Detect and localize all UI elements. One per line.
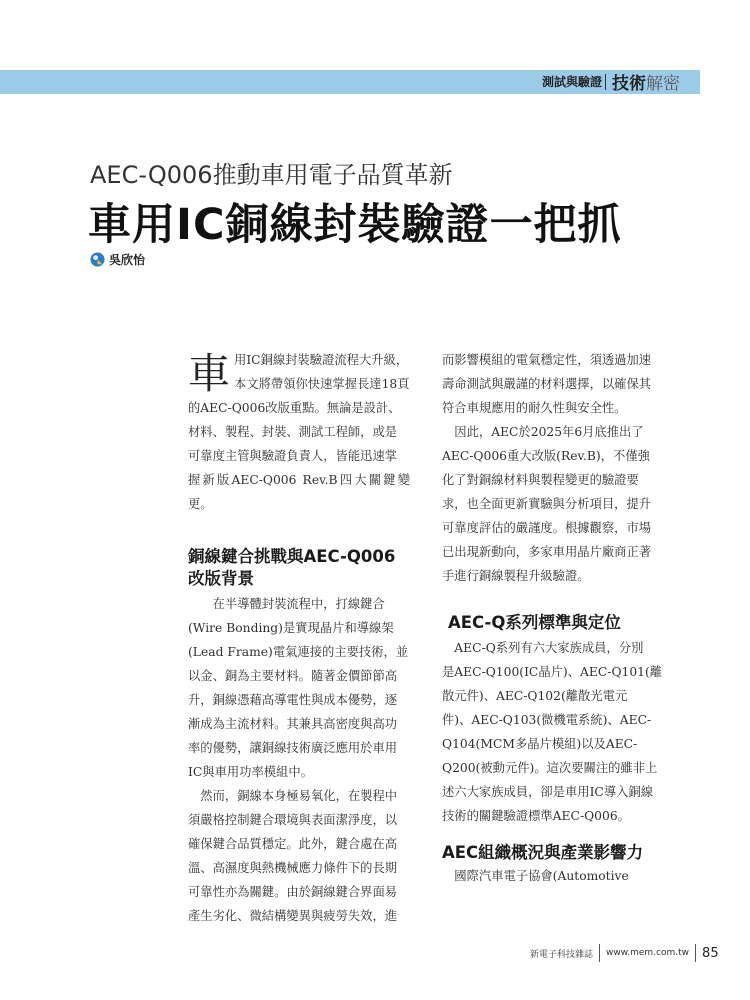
- paragraph: [188, 592, 410, 784]
- text-line: 溫、高濕度與熱機械應力條件下的長期: [188, 861, 398, 875]
- text-line: 是AEC-Q100(IC晶片)、AEC-Q101(離: [442, 665, 663, 679]
- text-line: Q200(被動元件)。這次要關注的雖非上: [442, 761, 658, 775]
- author-icon: [90, 252, 105, 267]
- text-line: 件)、AEC-Q103(微機電系統)、AEC-: [442, 713, 652, 727]
- text-line: 可靠性亦為關鍵。由於銅線鍵合界面易: [188, 885, 398, 899]
- page-footer: [530, 944, 719, 962]
- section-heading-line: 銅線鍵合挑戰與AEC-Q006: [188, 547, 396, 566]
- text-line: 握新版AEC-Q006 Rev.B四大關鍵變更。: [188, 473, 410, 511]
- text-line: 壽命測試與嚴謹的材料選擇，以確保其: [442, 377, 652, 391]
- section-heading: [188, 546, 410, 590]
- text-line: 率的優勢，讓銅線技術廣泛應用於車用: [188, 741, 398, 755]
- text-line: 求，也全面更新實驗與分析項目，提升: [442, 497, 652, 511]
- text-line: 產生劣化、微結構變異與疲勞失效，進: [188, 909, 398, 923]
- text-line: (Wire Bonding)是實現晶片和導線架: [188, 621, 394, 635]
- text-line: 化了對銅線材料與製程變更的驗證要: [442, 473, 639, 487]
- text-line: 升，銅線憑藉高導電性與成本優勢，逐: [188, 693, 398, 707]
- text-line: 用IC銅線封裝驗證流程大升級，: [234, 353, 409, 367]
- text-line: (Lead Frame)電氣連接的主要技術，並: [188, 645, 409, 659]
- paragraph: [188, 784, 410, 928]
- page-number: 85: [702, 945, 719, 961]
- text-line: 符合車規應用的耐久性與安全性。: [442, 401, 627, 415]
- text-line: 確保鍵合品質穩定。此外，鍵合處在高: [188, 837, 398, 851]
- text-line: 的AEC-Q006改版重點。無論是設計、: [188, 401, 401, 415]
- text-line: 因此，AEC於2025年6月底推出了: [454, 425, 644, 439]
- text-line: 然而，銅線本身極易氧化，在製程中: [200, 789, 398, 803]
- paragraph: [442, 348, 664, 420]
- text-line: 述六大家族成員，卻是車用IC導入銅線: [442, 785, 654, 799]
- section-heading: AEC組織概況與產業影響力: [442, 843, 644, 862]
- paragraph: [442, 636, 664, 828]
- paragraph: [442, 864, 664, 888]
- text-line: 須嚴格控制鍵合環境與表面潔淨度，以: [188, 813, 398, 827]
- text-line: 散元件)、AEC-Q102(離散光電元: [442, 689, 628, 703]
- section-heading: AEC-Q系列標準與定位: [448, 613, 621, 632]
- drop-cap: 車: [188, 349, 231, 398]
- text-line: 手進行銅線製程升級驗證。: [442, 569, 590, 583]
- article-subtitle: AEC-Q006推動車用電子品質革新: [90, 161, 453, 189]
- author-byline: [90, 250, 145, 268]
- category-label: 測試與驗證: [541, 75, 602, 89]
- section-label-bold: 技術: [612, 74, 646, 94]
- text-line: 在半導體封裝流程中，打線鍵合: [212, 597, 385, 611]
- text-line: 本文將帶領你快速掌握長達18頁: [234, 377, 410, 391]
- author-name: 吳欣怡: [109, 252, 146, 267]
- text-line: 以金、銅為主要材料。隨著金價節節高: [188, 669, 398, 683]
- text-line: AEC-Q006重大改版(Rev.B)，不僅強: [442, 449, 650, 463]
- column-right: [442, 348, 664, 888]
- section-heading-line: 改版背景: [188, 569, 254, 588]
- text-line: IC與車用功率模組中。: [188, 765, 313, 779]
- text-line: 可靠度主管與驗證負責人，皆能迅速掌: [188, 449, 398, 463]
- text-line: Q104(MCM多晶片模組)以及AEC-: [442, 737, 638, 751]
- intro-paragraph: [188, 348, 410, 516]
- section-label-light: 解密: [646, 74, 680, 94]
- header-divider: [605, 74, 606, 90]
- text-line: 而影響模組的電氣穩定性，須透過加速: [442, 353, 652, 367]
- text-line: 可靠度評估的嚴謹度。根據觀察，市場: [442, 521, 652, 535]
- column-left: [188, 348, 410, 928]
- text-line: AEC-Q系列有六大家族成員，分別: [454, 641, 644, 655]
- footer-divider: [599, 944, 600, 962]
- text-line: 國際汽車電子協會(Automotive: [454, 869, 629, 883]
- magazine-url[interactable]: www.mem.com.tw: [606, 948, 690, 958]
- paragraph: [442, 420, 664, 588]
- article-title: 車用IC銅線封裝驗證一把抓: [88, 200, 622, 250]
- text-line: 已出現新動向，多家車用晶片廠商正著: [442, 545, 652, 559]
- footer-divider: [695, 944, 696, 962]
- text-line: 材料、製程、封裝、測試工程師，或是: [188, 425, 398, 439]
- section-label: [612, 69, 680, 94]
- text-line: 技術的關鍵驗證標準AEC-Q006。: [442, 809, 630, 823]
- text-line: 漸成為主流材料。其兼具高密度與高功: [188, 717, 398, 731]
- magazine-name: 新電子科技雜誌: [530, 949, 594, 960]
